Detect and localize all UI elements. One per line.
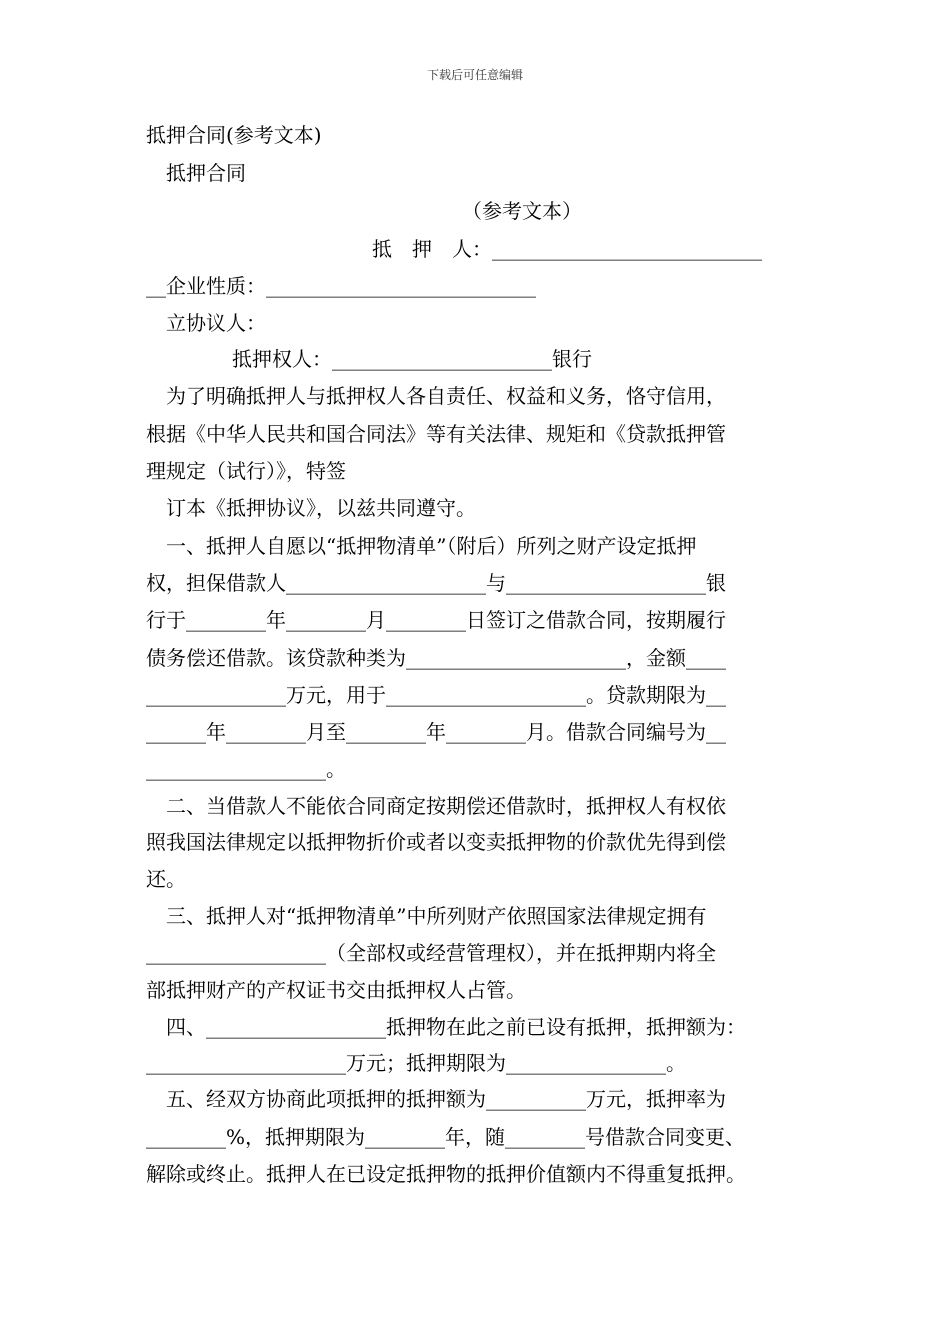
page-header: 下载后可任意编辑 bbox=[426, 68, 523, 82]
clause-3-line: 三、抵押人对“抵押物清单”中所列财产依照国家法律规定拥有 bbox=[166, 904, 707, 928]
agreement-parties-label: 立协议人： bbox=[166, 311, 266, 335]
enterprise-nature-field: __企业性质：___________________________ bbox=[146, 274, 536, 298]
clause-4-line: 四、__________________抵押物在此之前已设有抵押，抵押额为： bbox=[166, 1015, 746, 1039]
clause-5-line: ________%，抵押期限为________年，随________号借款合同变更、 bbox=[146, 1125, 746, 1149]
clause-1-line: 一、抵押人自愿以“抵押物清单”（附后）所列之财产设定抵押 bbox=[166, 534, 697, 558]
clause-1-line: 债务偿还借款。该贷款种类为______________________，金额____ bbox=[146, 646, 726, 670]
document-title: 抵押合同(参考文本) bbox=[146, 123, 322, 147]
preamble-line: 理规定（试行）》，特签 bbox=[146, 459, 346, 483]
clause-2-line: 照我国法律规定以抵押物折价或者以变卖抵押物的价款优先得到偿 bbox=[146, 830, 726, 854]
preamble-line: 为了明确抵押人与抵押权人各自责任、权益和义务，恪守信用， bbox=[166, 384, 726, 408]
clause-3-line: __________________（全部权或经营管理权），并在抵押期内将全 bbox=[146, 941, 716, 965]
clause-1-line: 行于________年________月________日签订之借款合同，按期履行 bbox=[146, 608, 726, 632]
clause-5-line: 解除或终止。抵押人在已设定抵押物的抵押价值额内不得重复抵押。 bbox=[146, 1162, 746, 1186]
clause-1-line: 权，担保借款人____________________与____________________银 bbox=[146, 571, 726, 595]
clause-5-line: 五、经双方协商此项抵押的抵押额为__________万元，抵押率为 bbox=[166, 1087, 726, 1111]
clause-2-line: 还。 bbox=[146, 867, 186, 891]
clause-1-line: ______________万元，用于____________________。贷款期限为__ bbox=[146, 683, 726, 707]
mortgagor-field: 抵 押 人：___________________________ bbox=[372, 237, 762, 261]
contract-heading: 抵押合同 bbox=[166, 161, 246, 185]
contract-subheading: （参考文本） bbox=[462, 199, 582, 223]
clause-2-line: 二、当借款人不能依合同商定按期偿还借款时，抵押权人有权依 bbox=[166, 794, 726, 818]
clause-1-line: __________________。 bbox=[146, 757, 346, 781]
mortgagee-field: 抵押权人：______________________银行 bbox=[232, 347, 592, 371]
preamble-line: 根据《中华人民共和国合同法》等有关法律、规矩和《贷款抵押管 bbox=[146, 422, 726, 446]
clause-1-line: ______年________月至________年________月。借款合同编号为__ bbox=[146, 720, 726, 744]
preamble-line: 订本《抵押协议》，以兹共同遵守。 bbox=[166, 496, 476, 520]
clause-4-line: ____________________万元；抵押期限为________________。 bbox=[146, 1051, 686, 1075]
clause-3-line: 部抵押财产的产权证书交由抵押权人占管。 bbox=[146, 978, 526, 1002]
